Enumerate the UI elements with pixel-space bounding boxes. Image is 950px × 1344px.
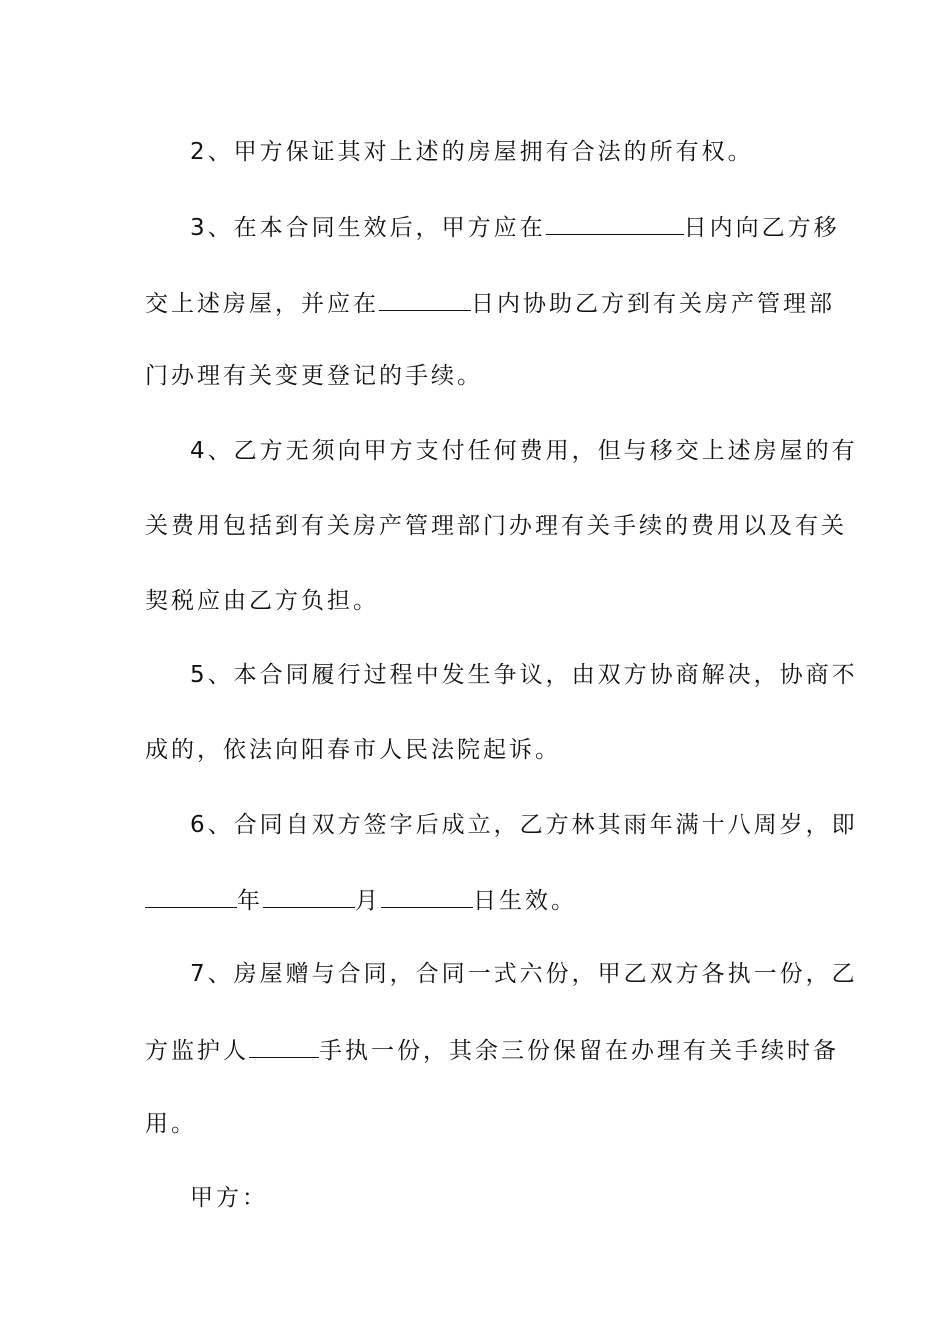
- blank-year: [145, 885, 237, 908]
- blank-day: [381, 885, 473, 908]
- clause-3-text-a: 3、在本合同生效后，甲方应在: [190, 215, 546, 241]
- clause-7-text-a: 7、房屋赠与合同，合同一式六份，甲乙双方各执一份，乙: [190, 961, 858, 987]
- clause-7-text-b: 方监护人: [145, 1038, 249, 1064]
- party-a-label: 甲方：: [190, 1185, 268, 1211]
- clause-2-line-1: [0, 138, 950, 166]
- clause-7-text-c: 手执一份，其余三份保留在办理有关手续时备: [319, 1038, 839, 1064]
- blank-month: [263, 885, 355, 908]
- blank-guardian: [249, 1035, 319, 1058]
- clause-7-line-3: [0, 1110, 950, 1138]
- clause-6-line-1: [0, 811, 950, 839]
- clause-5-line-2: [0, 736, 950, 764]
- party-a-line: [0, 1184, 950, 1212]
- clause-2-text: 2、甲方保证其对上述的房屋拥有合法的所有权。: [190, 139, 754, 165]
- clause-3-text-e: 门办理有关变更登记的手续。: [145, 363, 483, 389]
- clause-6-line-2: [0, 885, 950, 915]
- clause-5-text-a: 5、本合同履行过程中发生争议，由双方协商解决，协商不: [190, 662, 858, 688]
- clause-4-line-1: [0, 437, 950, 465]
- clause-4-text-b: 关费用包括到有关房产管理部门办理有关手续的费用以及有关: [145, 513, 847, 539]
- clause-7-line-1: [0, 960, 950, 988]
- blank-handover-days: [546, 212, 684, 235]
- clause-7-line-2: [0, 1035, 950, 1065]
- clause-7-text-d: 用。: [145, 1111, 197, 1137]
- clause-3-line-3: [0, 362, 950, 390]
- clause-3-text-d: 日内协助乙方到有关房产管理部: [471, 291, 835, 317]
- clause-4-text-c: 契税应由乙方负担。: [145, 588, 379, 614]
- year-label: 年: [237, 888, 263, 914]
- month-label: 月: [355, 888, 381, 914]
- clause-3-text-c: 交上述房屋，并应在: [145, 291, 379, 317]
- clause-6-text-a: 6、合同自双方签字后成立，乙方林其雨年满十八周岁，即: [190, 812, 858, 838]
- clause-3-line-2: [0, 288, 950, 318]
- clause-3-text-b: 日内向乙方移: [683, 215, 840, 241]
- blank-registration-days: [379, 288, 471, 311]
- clause-6-text-b: 日生效。: [473, 888, 577, 914]
- clause-4-line-3: [0, 587, 950, 615]
- clause-5-text-b: 成的，依法向阳春市人民法院起诉。: [145, 737, 561, 763]
- clause-4-text-a: 4、乙方无须向甲方支付任何费用，但与移交上述房屋的有: [190, 438, 858, 464]
- clause-5-line-1: [0, 661, 950, 689]
- clause-4-line-2: [0, 512, 950, 540]
- clause-3-line-1: [0, 212, 950, 242]
